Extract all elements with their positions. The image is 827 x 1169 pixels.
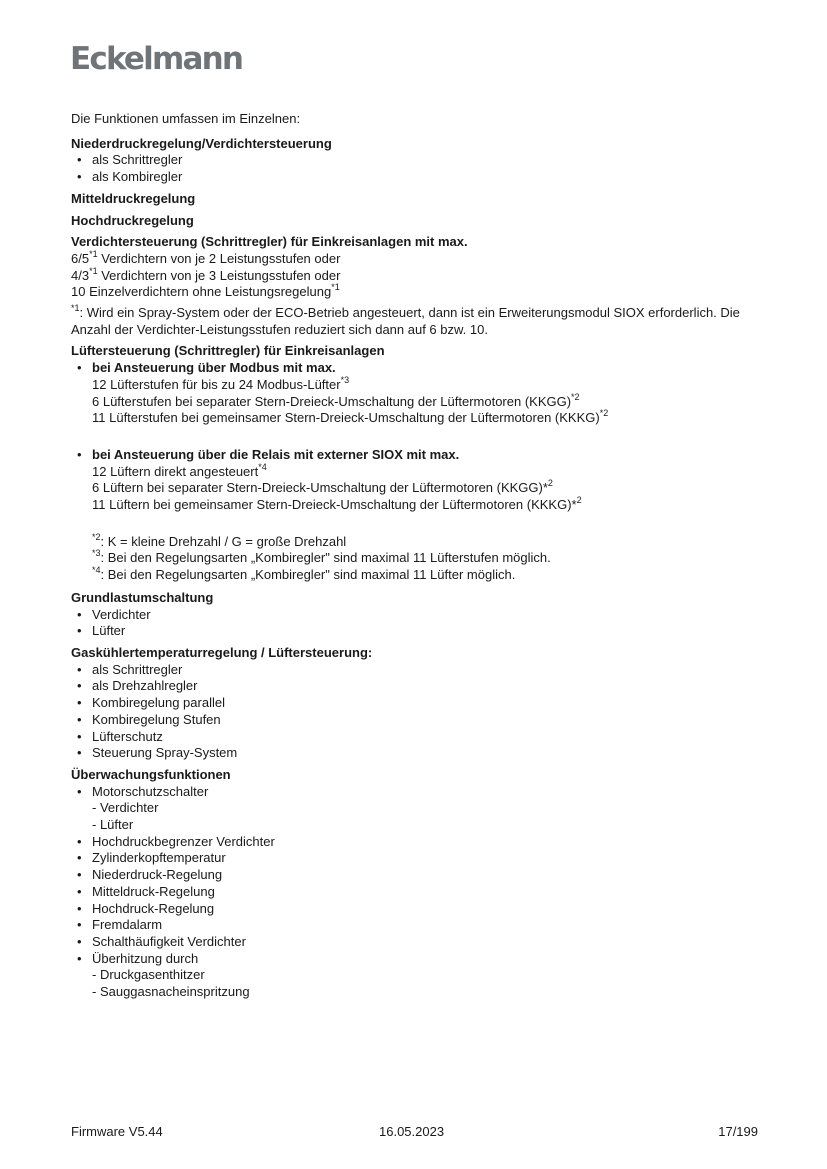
list-subitem: - Druckgasenthitzer [92, 967, 205, 983]
ueberwachung-list [71, 784, 761, 1001]
relais-line-2: 6 Lüftern bei separater Stern-Dreieck-Umschaltung der Lüftermotoren (KKGG)*$^2$ [92, 478, 553, 496]
list-item: • Mitteldruck-Regelung [71, 884, 761, 901]
list-item: • Lüfter [71, 623, 761, 640]
list-item: • Verdichter [71, 607, 761, 624]
heading-verdichtersteuerung: Verdichtersteuerung (Schrittregler) für Einkreisanlagen mit max. [71, 234, 468, 250]
list-item: • Überhitzung durch [71, 951, 761, 968]
footer-page-number: 17/199 [718, 1124, 758, 1139]
list-item: • Zylinderkopftemperatur [71, 850, 761, 867]
heading-gaskuehler: Gaskühlertemperaturregelung / Lüftersteuerung: [71, 644, 373, 660]
heading-hochdruck: Hochdruckregelung [71, 212, 194, 228]
modbus-line-1: 12 Lüfterstufen für bis zu 24 Modbus-Lüfter$^{*3}$ [92, 374, 350, 392]
list-subitem: - Sauggasnacheinspritzung [92, 984, 250, 1000]
footnote-2: $^{*2}$: K = kleine Drehzahl / G = große Drehzahl [92, 531, 347, 549]
modbus-line-2: 6 Lüfterstufen bei separater Stern-Dreieck-Umschaltung der Lüftermotoren (KKGG)$^{*2}$ [92, 391, 580, 409]
modbus-line-3: 11 Lüfterstufen bei gemeinsamer Stern-Dreieck-Umschaltung der Lüftermotoren (KKKG)$^{*2}$ [92, 408, 609, 426]
page-footer [71, 1124, 758, 1142]
page-content [71, 111, 761, 1001]
grundlast-list [71, 607, 761, 640]
list-item: • Motorschutzschalter [71, 784, 761, 801]
heading-niederdruck: Niederdruckregelung/Verdichtersteuerung [71, 135, 332, 151]
heading-ueberwachung: Überwachungsfunktionen [71, 766, 231, 782]
luftersteuerung-list [71, 360, 761, 514]
list-item: • Kombiregelung parallel [71, 695, 761, 712]
list-item: • Kombiregelung Stufen [71, 712, 761, 729]
relais-line-1: 12 Lüftern direkt angesteuert$^{*4}$ [92, 461, 267, 479]
heading-mitteldruck: Mitteldruckregelung [71, 190, 196, 206]
list-item: • Hochdruckbegrenzer Verdichter [71, 834, 761, 851]
list-item: • Steuerung Spray-System [71, 745, 761, 762]
list-item: • als Drehzahlregler [71, 678, 761, 695]
verdichter-line-2: 4/3$^{*1}$ Verdichtern von je 3 Leistungsstufen oder [71, 265, 341, 283]
list-item-modbus [71, 360, 761, 427]
list-item: • Fremdalarm [71, 917, 761, 934]
footnote-1: $^{*1}$: Wird ein Spray-System oder der ECO-Betrieb angesteuert, dann ist ein Erweiterungsmodul SIOX erforderlich. Die Anzahl der Verdichter-Leistungsstufen reduziert sich dann auf 6 bzw. 10. [71, 303, 740, 337]
list-item: • als Kombiregler [71, 169, 761, 186]
footer-firmware: Firmware V5.44 [71, 1124, 163, 1139]
verdichter-line-1: 6/5$^{*1}$ Verdichtern von je 2 Leistungsstufen oder [71, 248, 341, 266]
footer-date: 16.05.2023 [379, 1124, 445, 1139]
list-item: • als Schrittregler [71, 662, 761, 679]
niederdruck-list [71, 152, 761, 185]
eckelmann-logo: Eckelmann [70, 41, 243, 77]
relais-heading: bei Ansteuerung über die Relais mit externer SIOX mit max. [92, 446, 460, 462]
list-subitem: - Verdichter [92, 800, 159, 816]
list-item: • Schalthäufigkeit Verdichter [71, 934, 761, 951]
relais-line-3: 11 Lüftern bei gemeinsamer Stern-Dreieck-Umschaltung der Lüftermotoren (KKKG)*$^2$ [92, 495, 582, 513]
list-item: • als Schrittregler [71, 152, 761, 169]
gaskuehler-list [71, 662, 761, 762]
list-subitem: - Lüfter [92, 817, 134, 833]
list-item-relais [71, 447, 761, 514]
footnote-4: $^{*4}$: Bei den Regelungsarten „Kombiregler" sind maximal 11 Lüfter möglich. [92, 565, 516, 583]
list-item: • Lüfterschutz [71, 729, 761, 746]
footnote-3: $^{*3}$: Bei den Regelungsarten „Kombiregler" sind maximal 11 Lüfterstufen möglich. [92, 548, 551, 566]
intro-text: Die Funktionen umfassen im Einzelnen: [71, 111, 301, 126]
heading-luftersteuerung: Lüftersteuerung (Schrittregler) für Einkreisanlagen [71, 343, 385, 359]
list-item: • Niederdruck-Regelung [71, 867, 761, 884]
heading-grundlast: Grundlastumschaltung [71, 589, 214, 605]
modbus-heading: bei Ansteuerung über Modbus mit max. [92, 360, 336, 376]
list-item: • Hochdruck-Regelung [71, 901, 761, 918]
luefter-footnotes [71, 531, 761, 584]
verdichter-line-3: 10 Einzelverdichtern ohne Leistungsregelung$^{*1}$ [71, 282, 340, 300]
